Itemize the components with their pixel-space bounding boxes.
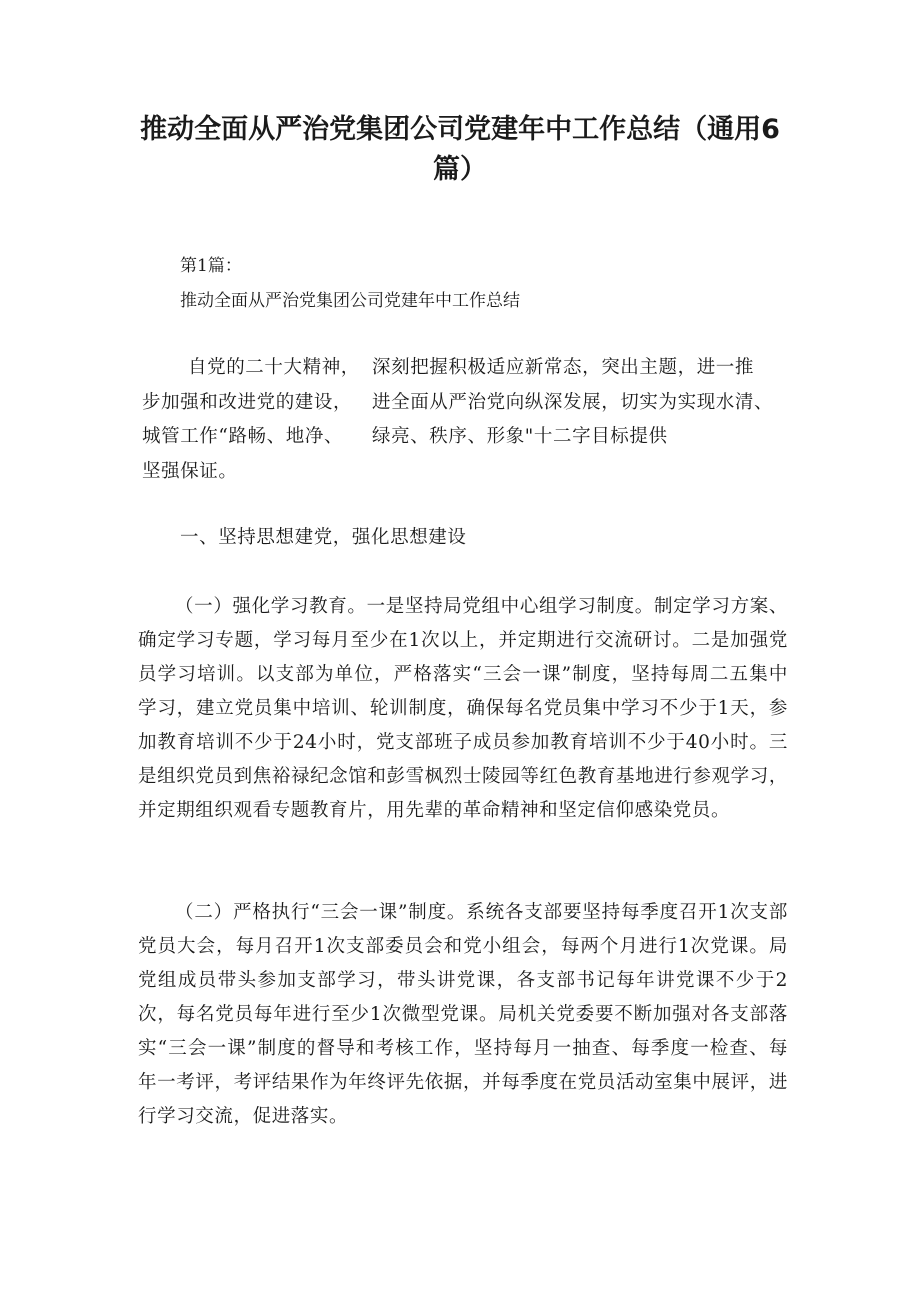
document-subtitle: 推动全面从严治党集团公司党建年中工作总结 — [180, 291, 520, 311]
intro-line-2-left: 步加强和改进党的建设， — [142, 392, 353, 413]
section-label: 第1篇： — [180, 256, 242, 276]
intro-line-2-right: 进全面从严治党向纵深发展，切实为实现水清、 — [372, 392, 774, 413]
intro-line-1-left: 自党的二十大精神， — [188, 357, 360, 378]
document-title: 推动全面从严治党集团公司党建年中工作总结（通用6篇） — [140, 114, 780, 185]
intro-line-1-right: 深刻把握积极适应新常态，突出主题，进一推 — [372, 357, 755, 378]
intro-line-3-right: 绿亮、秩序、形象"十二字目标提供 — [372, 426, 668, 447]
paragraph-2: （二）严格执行“三会一课”制度。系统各支部要坚持每季度召开1次支部党员大会，每月召开1次支部委员会和党小组会，每两个月进行1次党课。局党组成员带头参加支部学习，带头讲党课，各支部书记每年讲党课不少于2次，每名党员每年进行至少1次微型党课。局机关党委要不断加强对各支部落实“三会一课”制度的督导和考核工作，坚持每月一抽查、每季度一检查、每年一考评，考评结果作为年终评先依据，并每季度在党员活动室集中展评，进行学习交流，促进落实。 — [138, 902, 788, 1127]
section-heading-1: 一、坚持思想建党，强化思想建设 — [180, 527, 467, 548]
intro-line-4: 坚强保证。 — [142, 461, 238, 482]
paragraph-1: （一）强化学习教育。一是坚持局党组中心组学习制度。制定学习方案、确定学习专题，学习每月至少在1次以上，并定期进行交流研讨。二是加强党员学习培训。以支部为单位，严格落实“三会一课”制度，坚持每周二五集中学习，建立党员集中培训、轮训制度，确保每名党员集中学习不少于1天，参加教育培训不少于24小时，党支部班子成员参加教育培训不少于40小时。三是组织党员到焦裕禄纪念馆和彭雪枫烈士陵园等红色教育基地进行参观学习，并定期组织观看专题教育片，用先辈的革命精神和坚定信仰感染党员。 — [138, 596, 788, 821]
intro-line-3-left: 城管工作“路畅、地净、 — [142, 426, 344, 447]
